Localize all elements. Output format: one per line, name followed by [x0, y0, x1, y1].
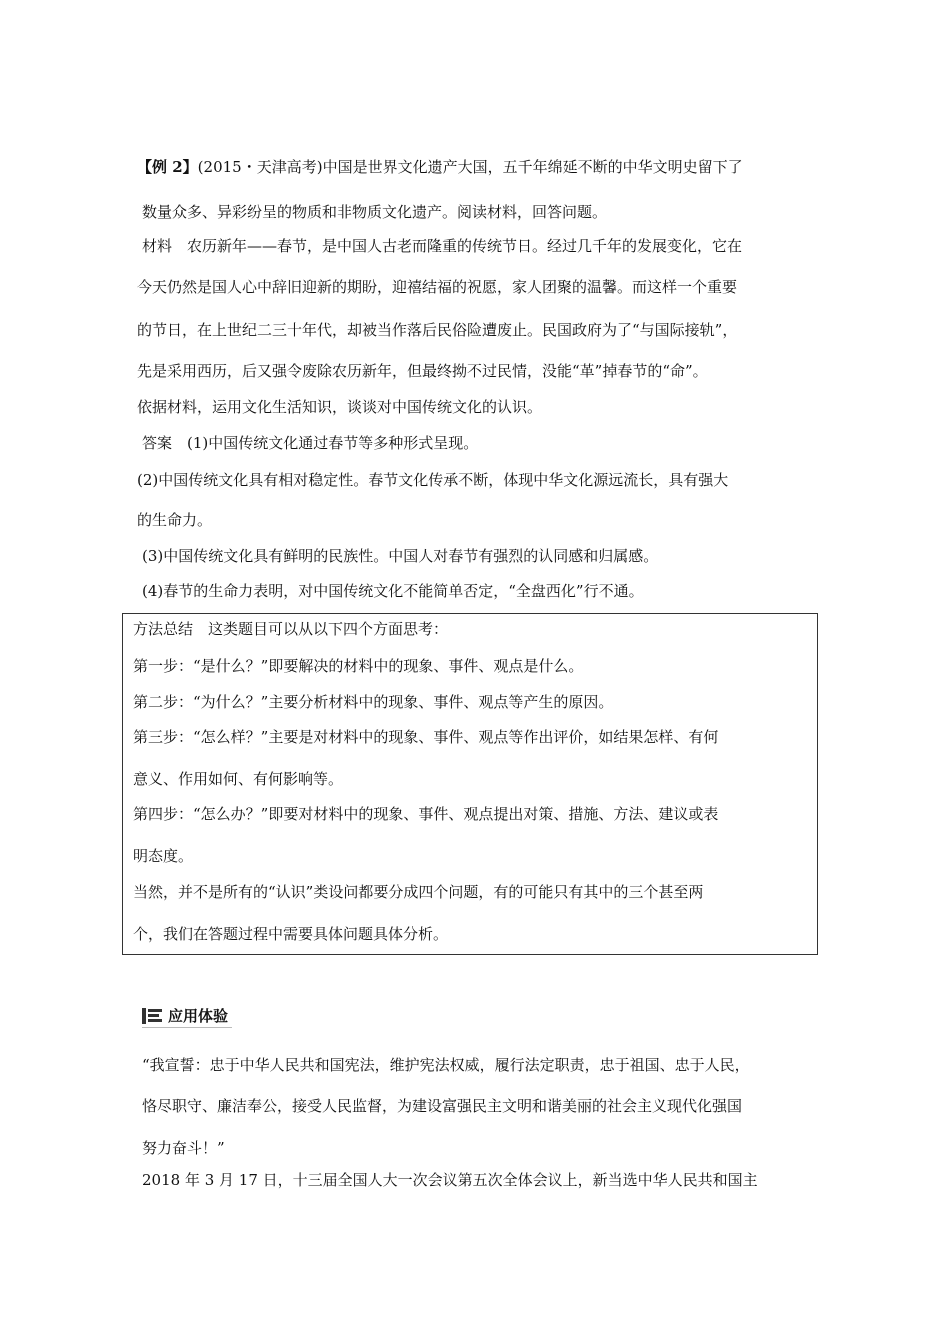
method-line: 第三步：“怎么样？”主要是对材料中的现象、事件、观点等作出评价，如结果怎样、有何	[133, 728, 719, 746]
method-line: 个，我们在答题过程中需要具体问题具体分析。	[133, 925, 449, 943]
method-line: 方法总结 这类题目可以从以下四个方面思考：	[133, 620, 449, 638]
answer-line: 的生命力。	[137, 511, 213, 529]
application-line: “我宣誓：忠于中华人民共和国宪法，维护宪法权威，履行法定职责，忠于祖国、忠于人民，	[142, 1056, 750, 1074]
method-line: 第二步：“为什么？”主要分析材料中的现象、事件、观点等产生的原因。	[133, 693, 614, 711]
section-divider	[142, 1027, 232, 1028]
method-line: 意义、作用如何、有何影响等。	[133, 770, 344, 788]
method-line: 当然，并不是所有的“认识”类设问都要分成四个问题，有的可能只有其中的三个甚至两	[133, 883, 704, 901]
answer-line: (3)中国传统文化具有鲜明的民族性。中国人对春节有强烈的认同感和归属感。	[142, 547, 659, 565]
material-line: 材料 农历新年——春节，是中国人古老而隆重的传统节日。经过几千年的发展变化，它在	[142, 237, 743, 255]
example-source: (2015・天津高考)	[197, 158, 323, 176]
section-heading	[142, 1005, 228, 1026]
example-tag: 【例 2】	[137, 158, 198, 176]
example-question-line-2: 数量众多、异彩纷呈的物质和非物质文化遗产。阅读材料，回答问题。	[142, 203, 608, 221]
answer-line: 答案 (1)中国传统文化通过春节等多种形式呈现。	[142, 434, 479, 452]
answer-line: (4)春节的生命力表明，对中国传统文化不能简单否定，“全盘西化”行不通。	[142, 582, 644, 600]
material-line: 今天仍然是国人心中辞旧迎新的期盼，迎禧结福的祝愿，家人团聚的温馨。而这样一个重要	[137, 278, 738, 296]
example-question-line-1	[137, 157, 743, 177]
example-question-text: 中国是世界文化遗产大国，五千年绵延不断的中华文明史留下了	[322, 158, 743, 176]
list-icon	[142, 1008, 162, 1024]
material-line: 先是采用西历，后又强令废除农历新年，但最终拗不过民情，没能“革”掉春节的“命”。	[137, 362, 708, 380]
answer-line: (2)中国传统文化具有相对稳定性。春节文化传承不断，体现中华文化源远流长，具有强大	[137, 471, 729, 489]
method-line: 第一步：“是什么？”即要解决的材料中的现象、事件、观点是什么。	[133, 657, 584, 675]
method-summary-box	[122, 613, 818, 955]
section-title: 应用体验	[168, 1007, 229, 1025]
method-line: 明态度。	[133, 847, 194, 865]
material-line: 的节日，在上世纪二三十年代，却被当作落后民俗险遭废止。民国政府为了“与国际接轨”，	[137, 321, 738, 339]
material-line: 依据材料，运用文化生活知识，谈谈对中国传统文化的认识。	[137, 398, 543, 416]
application-line: 恪尽职守、廉洁奉公，接受人民监督，为建设富强民主文明和谐美丽的社会主义现代化强国	[142, 1097, 743, 1115]
application-line: 2018 年 3 月 17 日，十三届全国人大一次会议第五次全体会议上，新当选中华人民共和国主	[142, 1171, 758, 1189]
method-line: 第四步：“怎么办？”即要对材料中的现象、事件、观点提出对策、措施、方法、建议或表	[133, 805, 719, 823]
application-line: 努力奋斗！”	[142, 1139, 225, 1157]
